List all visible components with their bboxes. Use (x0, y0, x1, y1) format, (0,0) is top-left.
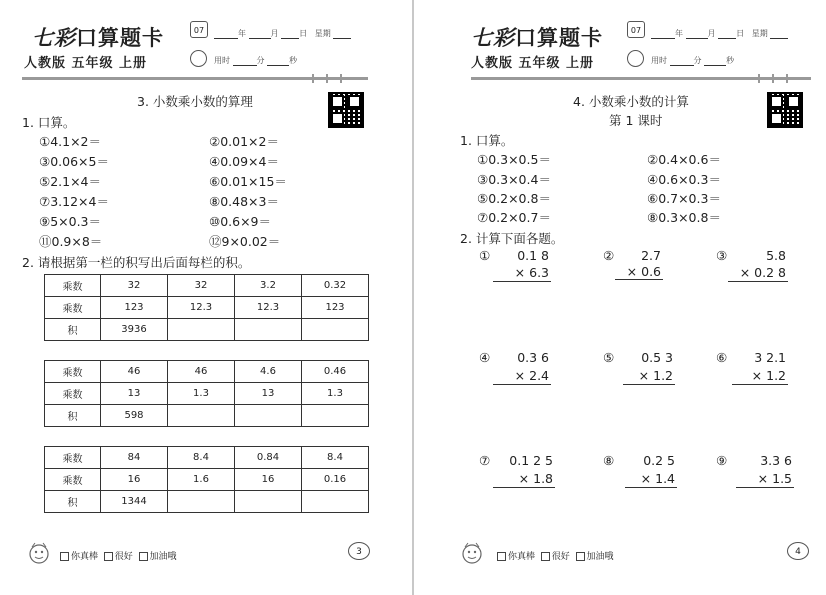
mascot-icon (459, 540, 485, 566)
answer-line (493, 487, 555, 488)
rating-option[interactable]: 很好 (104, 552, 133, 562)
vertical-multiplication: ③ 5.8 × 0.2 8 (716, 248, 786, 280)
time-fields: 用时 分 秒 (214, 56, 298, 65)
answer-cell[interactable] (235, 405, 302, 427)
clock-icon (627, 50, 644, 67)
oral-item: ⑤2.1×4＝ (39, 174, 102, 189)
table-row: 积 1344 (45, 491, 369, 513)
brand-stylized: 七彩 (471, 26, 515, 50)
day-blank[interactable] (281, 30, 299, 39)
answer-line (493, 281, 551, 282)
table-row: 乘数 32 32 3.2 0.32 (45, 275, 369, 297)
question-1-heading: 1. 口算。 (22, 115, 76, 130)
weekday-blank[interactable] (770, 30, 788, 39)
answer-cell[interactable] (168, 319, 235, 341)
year-blank[interactable] (651, 30, 675, 39)
table-row: 乘数 123 12.3 12.3 123 (45, 297, 369, 319)
brand-text: 口算题卡 (76, 26, 164, 50)
answer-line (625, 487, 677, 488)
qr-code-icon[interactable] (328, 92, 364, 128)
weekday-blank[interactable] (333, 30, 351, 39)
vertical-multiplication: ⑨ 3.3 6 × 1.5 (716, 453, 792, 486)
answer-cell[interactable] (302, 319, 369, 341)
clock-icon (190, 50, 207, 67)
answer-line (623, 384, 675, 385)
oral-item: ⑪0.9×8＝ (39, 234, 103, 249)
answer-cell[interactable] (302, 405, 369, 427)
question-2-heading: 2. 请根据第一栏的积写出后面每栏的积。 (22, 255, 251, 270)
lesson-title: 4. 小数乘小数的计算 (573, 94, 689, 109)
oral-item: ⑩0.6×9＝ (209, 214, 272, 229)
calendar-icon: 07 (627, 21, 645, 38)
rule-tick (312, 74, 314, 83)
answer-line (728, 281, 788, 282)
checkbox-icon (576, 552, 585, 561)
answer-line (615, 279, 663, 280)
checkbox-icon (139, 552, 148, 561)
oral-item: ⑧0.3×0.8＝ (647, 210, 721, 225)
vertical-multiplication: ① 0.1 8 × 6.3 (479, 248, 549, 280)
oral-item: ⑥0.01×15＝ (209, 174, 287, 189)
brand-title (471, 22, 603, 52)
oral-item: ①4.1×2＝ (39, 134, 102, 149)
answer-line (732, 384, 788, 385)
answer-cell[interactable] (302, 491, 369, 513)
answer-cell[interactable] (168, 491, 235, 513)
vertical-multiplication: ⑥ 3 2.1 × 1.2 (716, 350, 786, 383)
edition-label: 人教版 五年级 上册 (471, 56, 595, 71)
oral-item: ④0.6×0.3＝ (647, 172, 721, 187)
rating-option[interactable]: 加油哦 (576, 552, 614, 562)
table-row: 积 3936 (45, 319, 369, 341)
vertical-multiplication: ⑤ 0.5 3 × 1.2 (603, 350, 673, 383)
calendar-icon: 07 (190, 21, 208, 38)
year-blank[interactable] (214, 30, 238, 39)
rule-tick (772, 74, 774, 83)
checkbox-icon (541, 552, 550, 561)
page-number: 4 (787, 542, 809, 560)
date-fields: 年 月 日 星期 (651, 28, 788, 39)
rating-option[interactable]: 你真棒 (497, 552, 535, 562)
rating-option[interactable]: 你真棒 (60, 552, 98, 562)
mascot-icon (26, 540, 52, 566)
self-rating (60, 549, 177, 562)
month-blank[interactable] (686, 30, 708, 39)
oral-item: ⑤0.2×0.8＝ (477, 191, 551, 206)
qr-code-icon[interactable] (767, 92, 803, 128)
rating-option[interactable]: 加油哦 (139, 552, 177, 562)
table-row: 乘数 16 1.6 16 0.16 (45, 469, 369, 491)
lesson-subtitle: 第 1 课时 (609, 113, 663, 128)
checkbox-icon (104, 552, 113, 561)
seconds-blank[interactable] (267, 57, 289, 66)
rule-tick (326, 74, 328, 83)
oral-item: ④0.09×4＝ (209, 154, 279, 169)
self-rating (497, 549, 614, 562)
answer-line (736, 487, 794, 488)
table-row: 乘数 84 8.4 0.84 8.4 (45, 447, 369, 469)
oral-item: ⑦0.2×0.7＝ (477, 210, 551, 225)
table-row: 乘数 46 46 4.6 0.46 (45, 361, 369, 383)
answer-cell[interactable] (168, 405, 235, 427)
product-table (44, 274, 369, 341)
rule-tick (340, 74, 342, 83)
rule-tick (786, 74, 788, 83)
time-fields: 用时 分 秒 (651, 56, 735, 65)
minutes-blank[interactable] (233, 57, 257, 66)
oral-item: ③0.3×0.4＝ (477, 172, 551, 187)
answer-line (493, 384, 551, 385)
brand-title (32, 22, 164, 52)
day-blank[interactable] (718, 30, 736, 39)
table-row: 乘数 13 1.3 13 1.3 (45, 383, 369, 405)
page-number: 3 (348, 542, 370, 560)
vertical-multiplication: ⑦ 0.1 2 5 × 1.8 (479, 453, 553, 486)
header-rule (471, 77, 811, 80)
seconds-blank[interactable] (704, 57, 726, 66)
oral-item: ①0.3×0.5＝ (477, 152, 551, 167)
lesson-title: 3. 小数乘小数的算理 (137, 94, 253, 109)
oral-item: ⑥0.7×0.3＝ (647, 191, 721, 206)
question-1-heading: 1. 口算。 (460, 133, 514, 148)
edition-label: 人教版 五年级 上册 (24, 56, 148, 71)
oral-item: ⑫9×0.02＝ (209, 234, 281, 249)
checkbox-icon (60, 552, 69, 561)
minutes-blank[interactable] (670, 57, 694, 66)
header-rule (22, 77, 368, 80)
oral-item: ③0.06×5＝ (39, 154, 109, 169)
answer-cell[interactable] (235, 491, 302, 513)
brand-stylized: 七彩 (32, 26, 76, 50)
oral-item: ②0.4×0.6＝ (647, 152, 721, 167)
product-table (44, 360, 369, 427)
answer-cell[interactable] (235, 319, 302, 341)
oral-item: ⑨5×0.3＝ (39, 214, 102, 229)
right-page (413, 0, 826, 595)
product-table (44, 446, 369, 513)
vertical-multiplication: ④ 0.3 6 × 2.4 (479, 350, 549, 383)
rule-tick (758, 74, 760, 83)
vertical-multiplication: ⑧ 0.2 5 × 1.4 (603, 453, 675, 486)
oral-item: ②0.01×2＝ (209, 134, 279, 149)
date-fields: 年 月 日 星期 (214, 28, 351, 39)
checkbox-icon (497, 552, 506, 561)
oral-item: ⑦3.12×4＝ (39, 194, 109, 209)
vertical-multiplication: ② 2.7 × 0.6 (603, 248, 661, 279)
question-2-heading: 2. 计算下面各题。 (460, 231, 564, 246)
month-blank[interactable] (249, 30, 271, 39)
table-row: 积 598 (45, 405, 369, 427)
rating-option[interactable]: 很好 (541, 552, 570, 562)
oral-item: ⑧0.48×3＝ (209, 194, 279, 209)
brand-text: 口算题卡 (515, 26, 603, 50)
